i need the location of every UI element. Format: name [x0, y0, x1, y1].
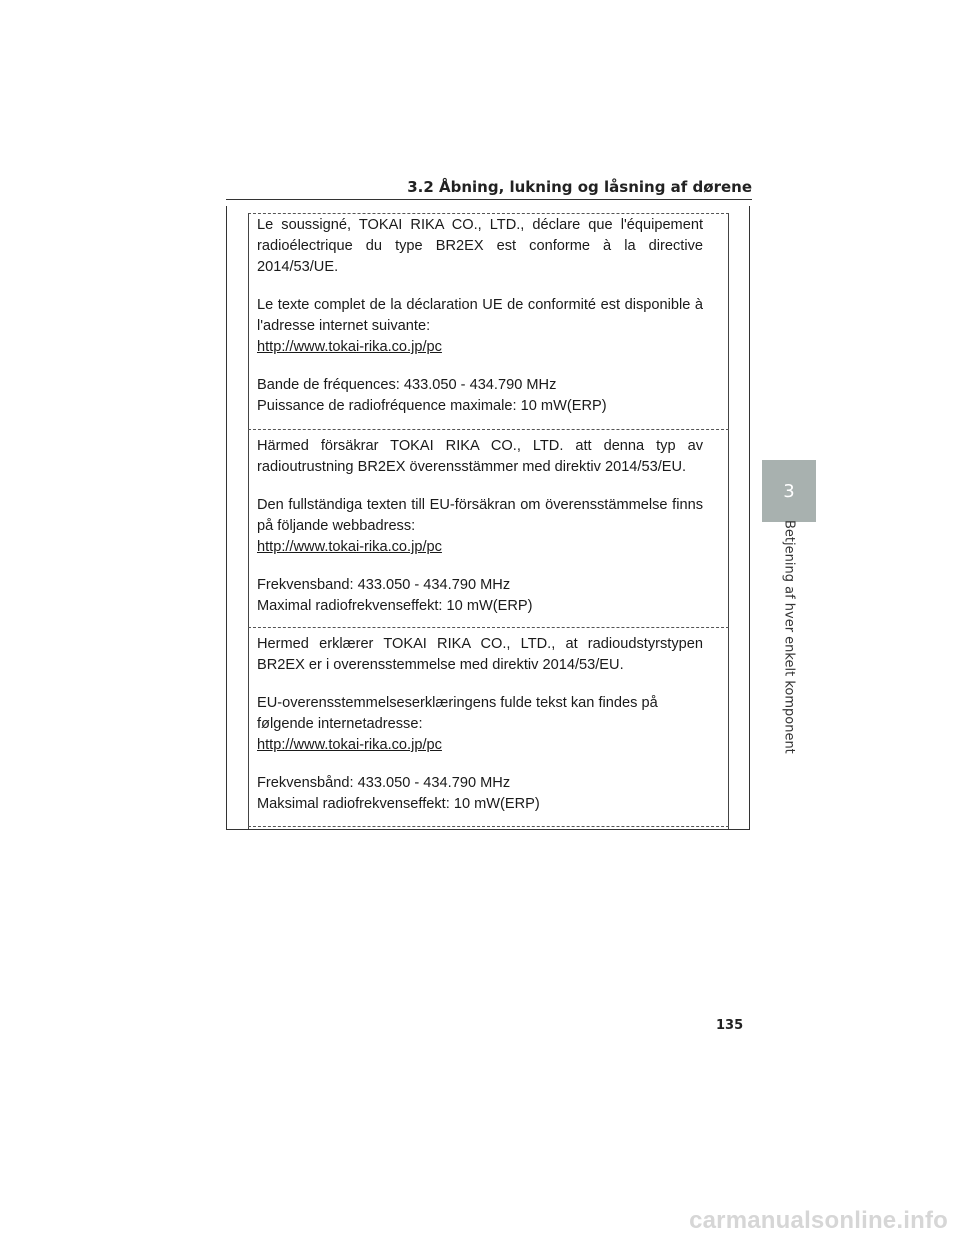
french-declaration-section: [248, 215, 729, 417]
bottom-dashed-rule: [248, 826, 729, 827]
swedish-declaration-text: Härmed försäkrar TOKAI RIKA CO., LTD. att denna typ av radioutrustning BR2EX överensstämmer med direktiv 2014/53/EU.: [257, 438, 703, 475]
danish-declaration-section: [248, 627, 729, 815]
swedish-fulltext-intro: Den fullständiga texten till EU-försäkran om överensstämmelse finns på följande webbadress:: [257, 497, 703, 534]
french-url-link[interactable]: http://www.tokai-rika.co.jp/pc: [257, 339, 442, 355]
swedish-declaration-section: [248, 429, 729, 617]
section-header-title: 3.2 Åbning, lukning og låsning af dørene: [407, 178, 752, 196]
danish-fulltext-intro-line1: EU-overensstemmelseserklæringens fulde tekst kan findes på: [257, 695, 658, 711]
danish-fulltext-intro-line2: følgende internetadresse:: [257, 716, 423, 732]
watermark: carmanualsonline.info: [689, 1207, 948, 1234]
danish-url-link[interactable]: http://www.tokai-rika.co.jp/pc: [257, 737, 442, 753]
danish-power: Maksimal radiofrekvenseffekt: 10 mW(ERP): [257, 796, 540, 812]
page-number: 135: [716, 1018, 744, 1033]
header-rule: [226, 199, 752, 200]
swedish-power: Maximal radiofrekvenseffekt: 10 mW(ERP): [257, 598, 533, 614]
chapter-side-label: [762, 522, 816, 752]
swedish-url-link[interactable]: http://www.tokai-rika.co.jp/pc: [257, 539, 442, 555]
french-declaration-text: Le soussigné, TOKAI RIKA CO., LTD., déclare que l'équipement radioélectrique du type BR2EX est conforme à la directive 2014/53/UE.: [257, 217, 703, 275]
chapter-tab: [762, 460, 816, 522]
danish-frequency: Frekvensbånd: 433.050 - 434.790 MHz: [257, 775, 511, 791]
french-frequency: Bande de fréquences: 433.050 - 434.790 MHz: [257, 377, 557, 393]
french-fulltext-intro: Le texte complet de la déclaration UE de conformité est disponible à l'adresse internet suivante:: [257, 297, 703, 334]
danish-declaration-text: Hermed erklærer TOKAI RIKA CO., LTD., at radioudstyrstypen BR2EX er i overensstemmelse med direktiv 2014/53/EU.: [257, 636, 703, 673]
swedish-frequency: Frekvensband: 433.050 - 434.790 MHz: [257, 577, 511, 593]
chapter-title: Betjening af hver enkelt komponent: [781, 520, 797, 754]
chapter-number: 3: [783, 480, 795, 502]
french-power: Puissance de radiofréquence maximale: 10 mW(ERP): [257, 398, 607, 414]
